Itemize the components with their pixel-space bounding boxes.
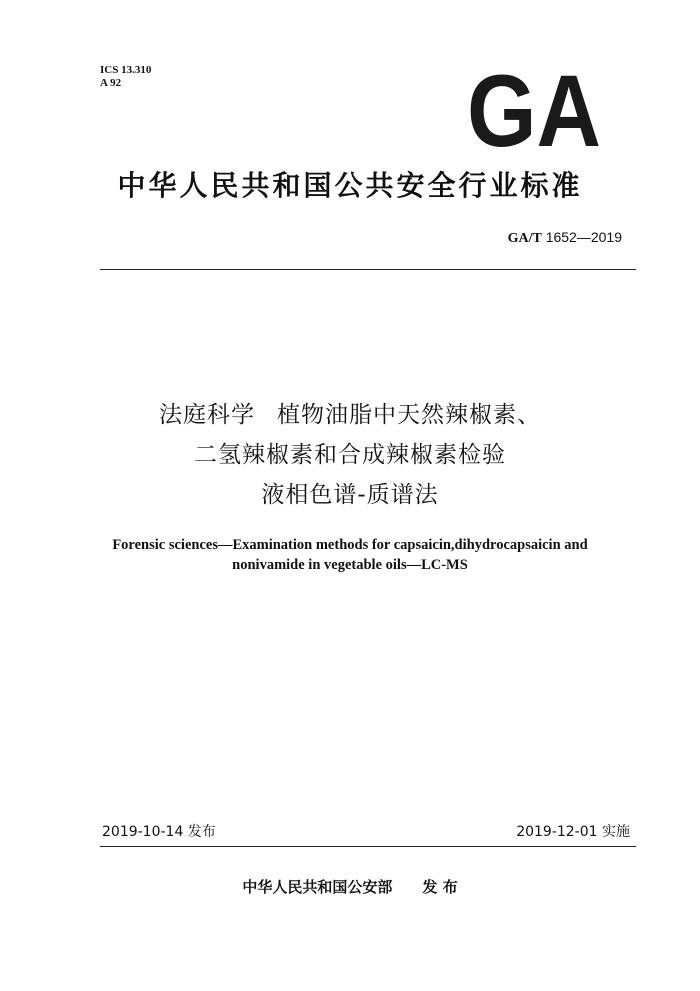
standard-code-prefix: GA/T (507, 231, 542, 246)
title-cn-line-2: 二氢辣椒素和合成辣椒素检验 (194, 442, 506, 468)
document-title-cn (0, 395, 700, 515)
ga-logo (466, 54, 602, 168)
ccs-code: A 92 (100, 77, 122, 89)
issue-date: 2019-10-14 发布 (102, 824, 216, 840)
ga-logo-text: GA (467, 54, 601, 168)
standard-code (508, 229, 622, 247)
standard-category-title: 中华人民共和国公共安全行业标准 (117, 169, 583, 202)
title-cn-line-3: 液相色谱-质谱法 (261, 482, 439, 508)
bottom-divider (100, 846, 636, 847)
publisher-name: 中华人民共和国公安部 (242, 878, 393, 896)
publisher-action: 发 布 (422, 878, 458, 896)
title-cn-line-1 (0, 395, 700, 435)
title-en-line-1: Forensic sciences—Examination methods for capsaicin,dihydrocapsaicin and (112, 537, 588, 553)
classification-codes (100, 64, 151, 90)
standard-code-number: 1652—2019 (545, 229, 622, 245)
top-divider (100, 269, 636, 270)
title-cn-subject: 植物油脂中天然辣椒素、 (277, 402, 541, 428)
title-cn-field: 法庭科学 (159, 402, 255, 428)
publisher-line (0, 876, 700, 897)
document-title-en (0, 535, 700, 575)
title-en-line-2: nonivamide in vegetable oils—LC-MS (232, 557, 468, 573)
ics-code: ICS 13.310 (100, 64, 152, 76)
implementation-date: 2019-12-01 实施 (516, 824, 630, 840)
